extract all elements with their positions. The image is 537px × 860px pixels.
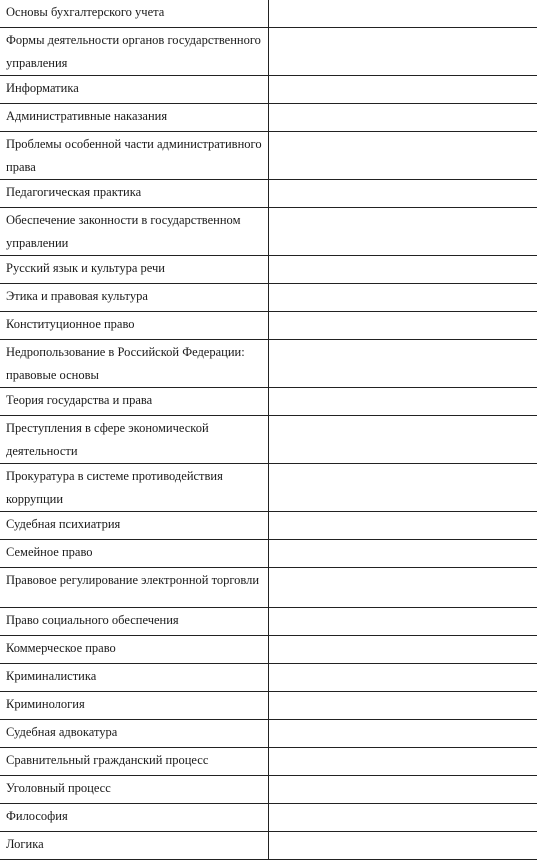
table-row [0, 720, 537, 748]
table-row [0, 568, 537, 608]
subject-cell: Обеспечение законности в государственном управлении [0, 208, 269, 256]
subject-cell: Недропользование в Российской Федерации: правовые основы [0, 340, 269, 388]
subject-cell: Логика [0, 832, 269, 860]
subject-cell: Преступления в сфере экономической деятельности [0, 416, 269, 464]
empty-cell [269, 512, 537, 540]
empty-cell [269, 256, 537, 284]
empty-cell [269, 540, 537, 568]
subject-cell: Криминология [0, 692, 269, 720]
table-row [0, 464, 537, 512]
empty-cell [269, 284, 537, 312]
table-row [0, 692, 537, 720]
table-row [0, 636, 537, 664]
subject-cell: Правовое регулирование электронной торговли [0, 568, 269, 608]
subject-cell: Основы бухгалтерского учета [0, 0, 269, 28]
table-row [0, 180, 537, 208]
subject-cell: Судебная адвокатура [0, 720, 269, 748]
table-row [0, 608, 537, 636]
subject-cell: Философия [0, 804, 269, 832]
subject-cell: Этика и правовая культура [0, 284, 269, 312]
table-row [0, 312, 537, 340]
subject-cell: Конституционное право [0, 312, 269, 340]
table-row [0, 776, 537, 804]
empty-cell [269, 804, 537, 832]
subject-cell: Право социального обеспечения [0, 608, 269, 636]
table-row [0, 664, 537, 692]
subject-cell: Теория государства и права [0, 388, 269, 416]
empty-cell [269, 416, 537, 464]
table-row [0, 284, 537, 312]
empty-cell [269, 664, 537, 692]
empty-cell [269, 132, 537, 180]
empty-cell [269, 636, 537, 664]
table-row [0, 104, 537, 132]
subject-cell: Уголовный процесс [0, 776, 269, 804]
empty-cell [269, 28, 537, 76]
empty-cell [269, 208, 537, 256]
subject-cell: Административные наказания [0, 104, 269, 132]
empty-cell [269, 720, 537, 748]
table-row [0, 416, 537, 464]
subject-cell: Криминалистика [0, 664, 269, 692]
subject-cell: Прокуратура в системе противодействия коррупции [0, 464, 269, 512]
subject-cell: Педагогическая практика [0, 180, 269, 208]
empty-cell [269, 776, 537, 804]
empty-cell [269, 340, 537, 388]
table-row [0, 748, 537, 776]
table-row [0, 256, 537, 284]
table-row [0, 28, 537, 76]
empty-cell [269, 180, 537, 208]
empty-cell [269, 0, 537, 28]
empty-cell [269, 388, 537, 416]
table-row [0, 388, 537, 416]
table-row [0, 76, 537, 104]
empty-cell [269, 832, 537, 860]
empty-cell [269, 76, 537, 104]
subject-cell: Коммерческое право [0, 636, 269, 664]
table-row [0, 832, 537, 860]
table-row [0, 540, 537, 568]
table-row [0, 132, 537, 180]
table-row [0, 512, 537, 540]
empty-cell [269, 568, 537, 608]
subject-cell: Проблемы особенной части административного права [0, 132, 269, 180]
empty-cell [269, 748, 537, 776]
subject-cell: Формы деятельности органов государственного управления [0, 28, 269, 76]
table-row [0, 0, 537, 28]
empty-cell [269, 692, 537, 720]
empty-cell [269, 104, 537, 132]
subject-cell: Судебная психиатрия [0, 512, 269, 540]
table-row [0, 208, 537, 256]
table-row [0, 804, 537, 832]
subject-cell: Сравнительный гражданский процесс [0, 748, 269, 776]
subject-cell: Семейное право [0, 540, 269, 568]
empty-cell [269, 312, 537, 340]
empty-cell [269, 608, 537, 636]
subject-cell: Информатика [0, 76, 269, 104]
empty-cell [269, 464, 537, 512]
subject-cell: Русский язык и культура речи [0, 256, 269, 284]
table-row [0, 340, 537, 388]
